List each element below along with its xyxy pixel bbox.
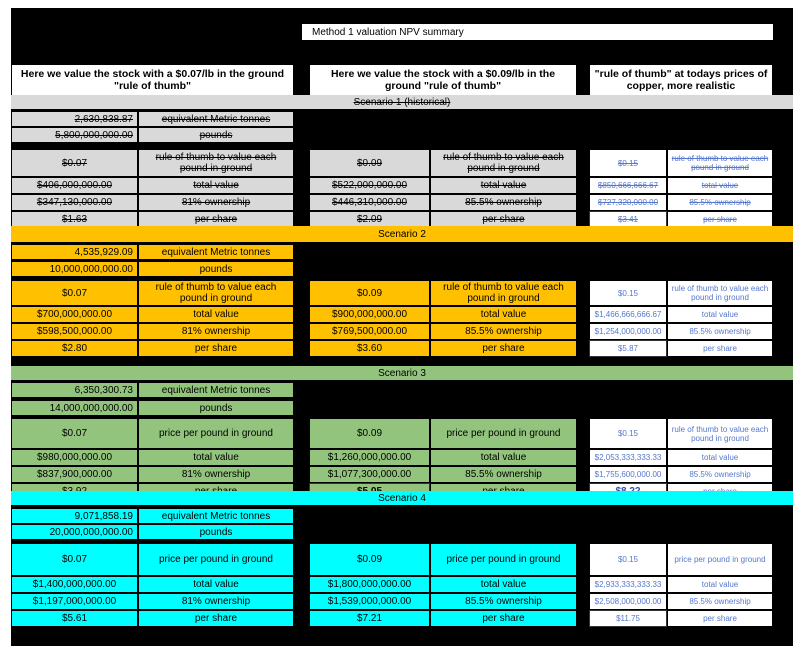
col2-share-label[interactable]: per share (430, 610, 577, 627)
col3-price-value[interactable]: $0.15 (589, 418, 667, 449)
col3-own-label[interactable]: 85.5% ownership (667, 323, 773, 340)
col1-total-label[interactable]: total value (138, 576, 294, 593)
col3-total-value[interactable]: $850,666,666.67 (589, 177, 667, 194)
col1-own-value[interactable]: $1,197,000,000.00 (11, 593, 138, 610)
col3-own-label[interactable]: 85.5% ownership (667, 466, 773, 483)
col2-own-label[interactable]: 85.5% ownership (430, 194, 577, 211)
col2-price-label[interactable]: price per pound in ground (430, 543, 577, 576)
col3-own-label[interactable]: 85.5% ownership (667, 194, 773, 211)
col3-share-value[interactable]: $11.75 (589, 610, 667, 627)
pounds-label[interactable]: pounds (138, 400, 294, 416)
col3-share-label[interactable]: per share (667, 610, 773, 627)
col3-total-label[interactable]: total value (667, 177, 773, 194)
pounds-value[interactable]: 20,000,000,000.00 (11, 524, 138, 540)
pounds-value[interactable]: 14,000,000,000.00 (11, 400, 138, 416)
col3-total-value[interactable]: $2,053,333,333.33 (589, 449, 667, 466)
col3-price-label[interactable]: price per pound in ground (667, 543, 773, 576)
col1-own-value[interactable]: $598,500,000.00 (11, 323, 138, 340)
col2-share-label[interactable]: per share (430, 340, 577, 357)
col3-share-label[interactable]: per share (667, 211, 773, 228)
col2-total-label[interactable]: total value (430, 177, 577, 194)
col2-total-value[interactable]: $900,000,000.00 (309, 306, 430, 323)
spreadsheet-grid (11, 8, 793, 646)
tonnes-label[interactable]: equivalent Metric tonnes (138, 244, 294, 260)
col1-share-value[interactable]: $1.63 (11, 211, 138, 228)
col1-share-value[interactable]: $2.80 (11, 340, 138, 357)
col2-own-value[interactable]: $769,500,000.00 (309, 323, 430, 340)
col3-own-value[interactable]: $1,755,600,000.00 (589, 466, 667, 483)
col3-price-value[interactable]: $0.15 (589, 543, 667, 576)
col2-share-label[interactable]: per share (430, 211, 577, 228)
col3-total-label[interactable]: total value (667, 449, 773, 466)
col2-own-value[interactable]: $446,310,000.00 (309, 194, 430, 211)
col1-total-label[interactable]: total value (138, 306, 294, 323)
header-col1[interactable]: Here we value the stock with a $0.07/lb in the ground "rule of thumb" (11, 64, 294, 96)
pounds-label[interactable]: pounds (138, 524, 294, 540)
col3-own-value[interactable]: $1,254,000,000.00 (589, 323, 667, 340)
col3-price-value[interactable]: $0.15 (589, 149, 667, 177)
header-col2[interactable]: Here we value the stock with a $0.09/lb in the ground "rule of thumb" (309, 64, 577, 96)
col2-share-value[interactable]: $2.09 (309, 211, 430, 228)
col2-share-value[interactable]: $3.60 (309, 340, 430, 357)
col2-price-label[interactable]: price per pound in ground (430, 418, 577, 449)
scenario3-header[interactable]: Scenario 3 (11, 366, 793, 380)
col1-own-label[interactable]: 81% ownership (138, 593, 294, 610)
col2-total-value[interactable]: $1,260,000,000.00 (309, 449, 430, 466)
col3-price-label[interactable]: rule of thumb to value each pound in ground (667, 418, 773, 449)
pounds-label[interactable]: pounds (138, 261, 294, 277)
tonnes-label[interactable]: equivalent Metric tonnes (138, 508, 294, 524)
scenario1-header[interactable]: Scenario 1 (historical) (11, 95, 793, 109)
pounds-value[interactable]: 5,800,000,000.00 (11, 127, 138, 143)
tonnes-value[interactable]: 9,071,858.19 (11, 508, 138, 524)
scenario2-header[interactable]: Scenario 2 (11, 226, 793, 242)
col1-price-value[interactable]: $0.07 (11, 149, 138, 177)
sheet-title[interactable]: Method 1 valuation NPV summary (301, 23, 774, 41)
scenario4-header[interactable]: Scenario 4 (11, 491, 793, 505)
col2-price-label[interactable]: rule of thumb to value each pound in ground (430, 280, 577, 306)
col3-share-value[interactable]: $5.87 (589, 340, 667, 357)
col2-own-value[interactable]: $1,077,300,000.00 (309, 466, 430, 483)
col3-total-value[interactable]: $2,933,333,333.33 (589, 576, 667, 593)
col1-share-label[interactable]: per share (138, 340, 294, 357)
header-col3[interactable]: "rule of thumb" at todays prices of copper, more realistic (589, 64, 773, 96)
col1-share-value[interactable]: $5.61 (11, 610, 138, 627)
col1-own-label[interactable]: 81% ownership (138, 194, 294, 211)
col2-price-value[interactable]: $0.09 (309, 543, 430, 576)
tonnes-value[interactable]: 4,535,929.09 (11, 244, 138, 260)
col1-price-label[interactable]: price per pound in ground (138, 418, 294, 449)
col1-share-label[interactable]: per share (138, 610, 294, 627)
tonnes-value[interactable]: 2,630,838.87 (11, 111, 138, 127)
tonnes-label[interactable]: equivalent Metric tonnes (138, 111, 294, 127)
col1-total-value[interactable]: $980,000,000.00 (11, 449, 138, 466)
col1-price-label[interactable]: rule of thumb to value each pound in ground (138, 149, 294, 177)
col1-own-label[interactable]: 81% ownership (138, 323, 294, 340)
pounds-value[interactable]: 10,000,000,000.00 (11, 261, 138, 277)
col1-price-label[interactable]: price per pound in ground (138, 543, 294, 576)
col2-own-label[interactable]: 85.5% ownership (430, 466, 577, 483)
col2-total-label[interactable]: total value (430, 449, 577, 466)
col2-own-label[interactable]: 85.5% ownership (430, 323, 577, 340)
tonnes-value[interactable]: 6,350,300.73 (11, 382, 138, 398)
col1-price-label[interactable]: rule of thumb to value each pound in ground (138, 280, 294, 306)
col1-share-label[interactable]: per share (138, 211, 294, 228)
col3-total-label[interactable]: total value (667, 306, 773, 323)
col1-total-value[interactable]: $406,000,000.00 (11, 177, 138, 194)
col2-total-label[interactable]: total value (430, 306, 577, 323)
col3-total-label[interactable]: total value (667, 576, 773, 593)
col1-own-value[interactable]: $347,130,000.00 (11, 194, 138, 211)
col2-share-value[interactable]: $7.21 (309, 610, 430, 627)
col2-total-value[interactable]: $522,000,000.00 (309, 177, 430, 194)
col1-total-value[interactable]: $700,000,000.00 (11, 306, 138, 323)
col3-price-label[interactable]: rule of thumb to value each pound in ground (667, 149, 773, 177)
col1-total-label[interactable]: total value (138, 449, 294, 466)
pounds-label[interactable]: pounds (138, 127, 294, 143)
col2-price-value[interactable]: $0.09 (309, 280, 430, 306)
col3-share-label[interactable]: per share (667, 340, 773, 357)
col3-share-value[interactable]: $3.41 (589, 211, 667, 228)
col1-price-value[interactable]: $0.07 (11, 418, 138, 449)
col2-own-label[interactable]: 85.5% ownership (430, 593, 577, 610)
col3-own-value[interactable]: $727,320,000.00 (589, 194, 667, 211)
col2-own-value[interactable]: $1,539,000,000.00 (309, 593, 430, 610)
tonnes-label[interactable]: equivalent Metric tonnes (138, 382, 294, 398)
col2-total-label[interactable]: total value (430, 576, 577, 593)
col3-price-label[interactable]: rule of thumb to value each pound in ground (667, 280, 773, 306)
col2-price-label[interactable]: rule of thumb to value each pound in ground (430, 149, 577, 177)
col2-total-value[interactable]: $1,800,000,000.00 (309, 576, 430, 593)
col1-own-label[interactable]: 81% ownership (138, 466, 294, 483)
col3-own-label[interactable]: 85.5% ownership (667, 593, 773, 610)
col2-price-value[interactable]: $0.09 (309, 149, 430, 177)
col1-price-value[interactable]: $0.07 (11, 280, 138, 306)
col3-own-value[interactable]: $2,508,000,000.00 (589, 593, 667, 610)
col1-total-value[interactable]: $1,400,000,000.00 (11, 576, 138, 593)
col1-price-value[interactable]: $0.07 (11, 543, 138, 576)
col1-own-value[interactable]: $837,900,000.00 (11, 466, 138, 483)
col3-total-value[interactable]: $1,466,666,666.67 (589, 306, 667, 323)
col2-price-value[interactable]: $0.09 (309, 418, 430, 449)
col3-price-value[interactable]: $0.15 (589, 280, 667, 306)
col1-total-label[interactable]: total value (138, 177, 294, 194)
